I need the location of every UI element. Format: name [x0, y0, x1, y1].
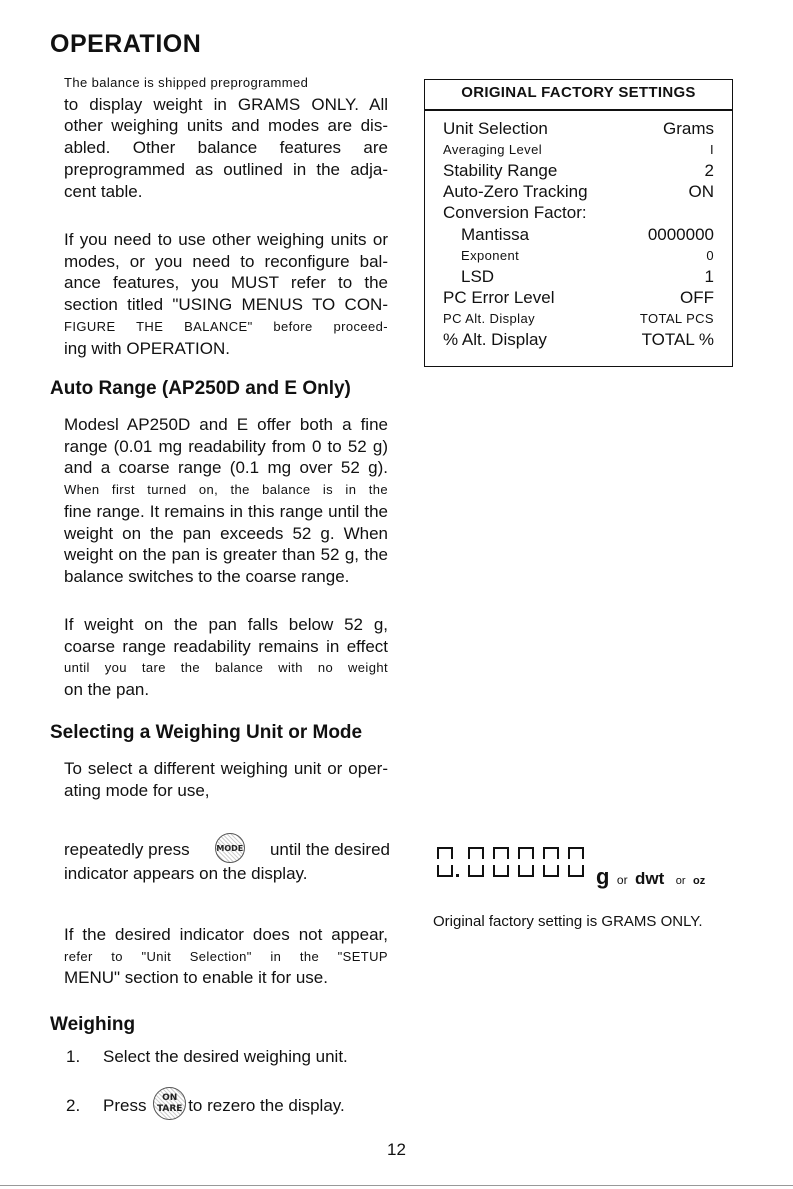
setting-label: Stability Range — [443, 161, 558, 181]
page-heading: OPERATION — [50, 30, 202, 58]
lcd-digit — [493, 847, 509, 877]
text-line: until you tare the balance with no weight — [64, 660, 388, 676]
lcd-digit — [468, 847, 484, 877]
enable-unit-paragraph — [64, 924, 388, 989]
text-line: range (0.01 mg readability from 0 to 52 g) — [64, 436, 388, 456]
selecting-unit-heading: Selecting a Weighing Unit or Mode — [50, 722, 363, 743]
step-2-text-before: Press — [103, 1095, 147, 1115]
lcd-digit — [568, 847, 584, 877]
factory-settings-divider — [425, 109, 732, 111]
text-line: Modesl AP250D and E offer both a fine — [64, 415, 388, 434]
settings-row — [443, 202, 714, 223]
unit-g: g — [596, 864, 610, 889]
press-line2: indicator appears on the display. — [64, 864, 308, 883]
press-mode-instruction — [64, 837, 390, 885]
setting-label: PC Error Level — [443, 287, 555, 307]
setting-value: ON — [688, 182, 714, 202]
text-line: to display weight in GRAMS ONLY. All — [64, 94, 388, 114]
text-line: If the desired indicator does not appear, — [64, 925, 388, 944]
text-line: MENU" section to enable it for use. — [64, 968, 328, 988]
text-line: If weight on the pan falls below 52 g, — [64, 615, 388, 634]
factory-settings-table — [424, 79, 733, 367]
auto-range-heading: Auto Range (AP250D and E Only) — [50, 378, 351, 399]
step-2-text-after: to rezero the display. — [188, 1095, 345, 1115]
settings-row — [443, 329, 714, 350]
selecting-paragraph — [64, 758, 388, 801]
setting-label: Exponent — [461, 247, 520, 263]
reconfigure-paragraph — [64, 229, 388, 359]
press-suffix: until the desired — [269, 840, 390, 860]
lcd-decimal-point — [456, 874, 459, 877]
step-1-text: Select the desired weighing unit. — [103, 1047, 348, 1066]
setting-label: Mantissa — [461, 224, 530, 244]
text-line: balance switches to the coarse range. — [64, 566, 350, 586]
lcd-digit — [437, 847, 453, 877]
text-line: weight on the pan exceeds 52 g. When — [64, 523, 388, 543]
mode-button-icon: MODE — [215, 833, 245, 863]
settings-row — [443, 224, 714, 245]
display-caption: Original factory setting is GRAMS ONLY. — [433, 913, 703, 930]
settings-row — [443, 118, 714, 139]
lcd-digit — [518, 847, 534, 877]
settings-row — [443, 287, 714, 308]
setting-value: OFF — [680, 287, 714, 307]
or-label-2: or — [675, 875, 686, 887]
setting-label: Averaging Level — [443, 142, 542, 158]
weighing-step-1 — [66, 1046, 348, 1068]
unit-dwt: dwt — [635, 869, 665, 888]
step-1-number: 1. — [66, 1047, 81, 1066]
text-line: The balance is shipped preprogrammed — [64, 75, 309, 90]
setting-label: PC Alt. Display — [443, 310, 535, 326]
unit-oz: oz — [693, 875, 706, 887]
setting-value: 0 — [706, 247, 714, 263]
setting-value: TOTAL % — [641, 330, 714, 349]
intro-paragraph — [64, 72, 388, 202]
weighing-step-2 — [66, 1093, 345, 1120]
text-line: weight on the pan is greater than 52 g, the — [64, 545, 388, 565]
page-bottom-rule — [0, 1185, 793, 1186]
setting-value: I — [709, 142, 714, 158]
text-line: When first turned on, the balance is in the — [64, 482, 388, 498]
setting-value: 2 — [704, 161, 714, 181]
text-line: on the pan. — [64, 680, 150, 700]
settings-row — [443, 266, 714, 287]
text-line: FIGURE THE BALANCE" before proceed- — [64, 318, 388, 334]
settings-row — [443, 139, 714, 160]
text-line: ance features, you MUST refer to the — [64, 273, 388, 293]
text-line: To select a different weighing unit or oper- — [64, 759, 388, 778]
or-label-1: or — [616, 873, 628, 887]
text-line: section titled "USING MENUS TO CON- — [64, 295, 388, 315]
press-prefix: repeatedly press — [64, 840, 190, 860]
text-line: and a coarse range (0.1 mg over 52 g). — [64, 458, 388, 478]
auto-range-paragraph-2 — [64, 614, 388, 701]
text-line: ing with OPERATION. — [64, 338, 230, 358]
auto-range-paragraph — [64, 414, 388, 588]
text-line: refer to "Unit Selection" in the "SETUP — [64, 948, 388, 964]
text-line: If you need to use other weighing units or — [64, 230, 388, 249]
text-line: other weighing units and modes are dis- — [64, 116, 388, 136]
factory-settings-title: ORIGINAL FACTORY SETTINGS — [461, 84, 696, 101]
setting-label: Conversion Factor: — [443, 203, 587, 223]
setting-label: LSD — [461, 266, 495, 286]
text-line: cent table. — [64, 181, 143, 201]
text-line: modes, or you need to reconfigure bal- — [64, 251, 388, 271]
setting-label: Auto-Zero Tracking — [443, 182, 588, 202]
lcd-digit — [543, 847, 559, 877]
setting-label: % Alt. Display — [443, 330, 547, 349]
text-line: ating mode for use, — [64, 780, 210, 800]
display-segments — [437, 845, 587, 879]
text-line: abled. Other balance features are — [64, 138, 388, 158]
settings-row — [443, 245, 714, 266]
setting-value: 0000000 — [647, 224, 714, 244]
step-2-number: 2. — [66, 1095, 81, 1115]
settings-row — [443, 181, 714, 202]
settings-row — [443, 308, 714, 329]
display-units — [596, 864, 705, 890]
setting-label: Unit Selection — [443, 119, 548, 138]
tare-key-label: TARE — [156, 1104, 183, 1114]
text-line: preprogrammed as outlined in the adja- — [64, 159, 388, 179]
text-line: coarse range readability remains in effect — [64, 636, 388, 656]
text-line: fine range. It remains in this range until the — [64, 501, 388, 521]
setting-value: Grams — [663, 119, 714, 138]
setting-value: 1 — [704, 266, 714, 286]
setting-value: TOTAL PCS — [639, 310, 714, 326]
settings-row — [443, 160, 714, 181]
weighing-heading: Weighing — [50, 1014, 136, 1035]
on-tare-button-icon — [153, 1087, 186, 1120]
on-key-label: ON — [162, 1093, 178, 1103]
page-number: 12 — [387, 1140, 406, 1159]
